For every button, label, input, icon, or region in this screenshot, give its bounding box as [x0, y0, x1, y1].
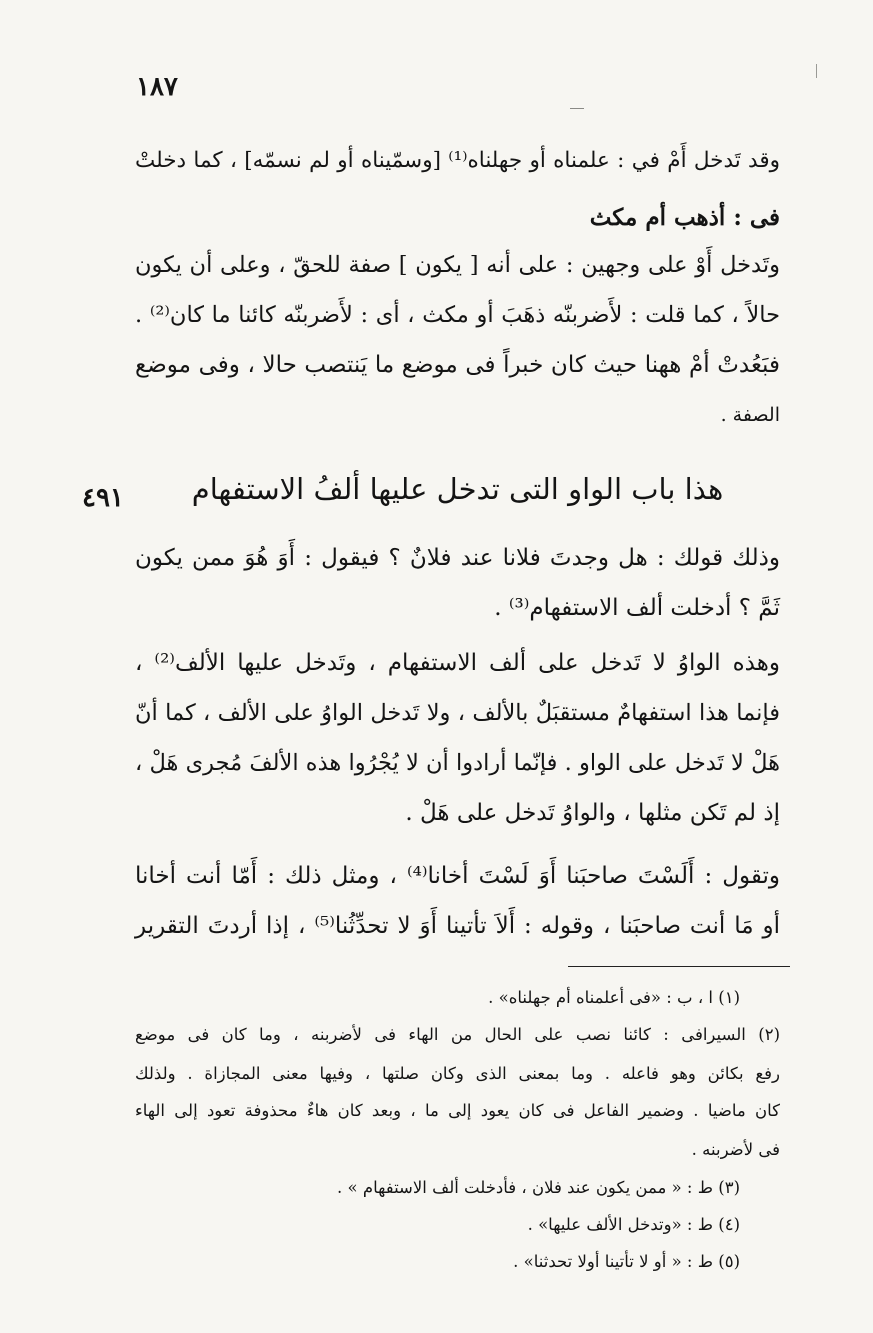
text-line: وقد تَدخل أَمْ في : علمناه أو جهلناه⁽¹⁾ [وسمّيناه أو لم نسمّه] ، كما دخلتْ	[135, 148, 780, 173]
text-line: وتَدخل أَوْ على وجهين : على أنه [ يكون ] صفة للحقّ ، وعلى أن يكون	[135, 252, 780, 278]
footnote-5: (٥) ط : « أو لا تأتينا أولا تحدثنا» .	[513, 1252, 740, 1271]
paragraph-5	[135, 855, 780, 955]
paragraph-2	[135, 244, 780, 436]
page-number: ١٨٧	[136, 72, 178, 102]
top-dash	[570, 108, 584, 109]
text-line: فبَعُدتْ أمْ ههنا حيث كان خبراً فى موضع ما يَنتصب حالا ، وفى موضع	[135, 352, 780, 378]
text-line: فإنما هذا استفهامٌ مستقبَلٌ بالألف ، ولا تَدخل الواوُ على الألف ، كما أنّ	[135, 700, 780, 726]
footnote-2-line: رفع بكائن وهو فاعله . وما بمعنى الذى وكان صلتها ، وفيها معنى المجازاة . ولذلك	[135, 1064, 780, 1083]
footnote-separator	[568, 966, 790, 967]
text-line: ثَمَّ ؟ أدخلت ألف الاستفهام⁽³⁾ .	[494, 595, 780, 621]
text-line: حالاً ، كما قلت : لأَضربنّه ذهَبَ أو مكث ، أى : لأَضربنّه كائنا ما كان⁽²⁾ .	[135, 302, 780, 328]
text-line: فى : أذهب أم مكث	[589, 204, 780, 231]
section-heading: هذا باب الواو التى تدخل عليها ألفُ الاستفهام	[191, 472, 724, 506]
paragraph-3	[135, 537, 780, 635]
paragraph-4	[135, 642, 780, 842]
text-line: الصفة .	[720, 404, 780, 426]
footnote-2-line: (٢) السيرافى : كائنا نصب على الحال من الهاء فى لأضربنه ، وما كان فى موضع	[135, 1025, 780, 1044]
paragraph-1	[135, 140, 780, 242]
text-line: وهذه الواوُ لا تَدخل على ألف الاستفهام ، وتَدخل عليها الألف⁽²⁾ ،	[135, 650, 780, 676]
text-line: أو مَا أنت صاحبَنا ، وقوله : أَلاَ تأتينا أَوَ لا تحدِّثُنا⁽⁵⁾ ، إذا أردتَ التقرير	[135, 913, 780, 939]
text-line: هَلْ لا تَدخل على الواو . فإنّما أرادوا أن لا يُجْرُوا هذه الألفَ مُجرى هَلْ ،	[135, 750, 780, 776]
footnote-4: (٤) ط : «وتدخل الألف عليها» .	[527, 1215, 740, 1234]
text-line: وتقول : أَلَسْتَ صاحبَنا أَوَ لَسْتَ أخانا⁽⁴⁾ ، ومثل ذلك : أَمّا أنت أخانا	[135, 863, 780, 889]
text-line: وذلك قولك : هل وجدتَ فلانا عند فلانٌ ؟ فيقول : أَوَ هُوَ ممن يكون	[135, 545, 780, 571]
footnote-1: (١) ا ، ب : «فى أعلمناه أم جهلناه» .	[488, 988, 740, 1007]
footnote-2-line: فى لأضربنه .	[691, 1140, 780, 1159]
footnote-2-line: كان ماضيا . وضمير الفاعل فى كان يعود إلى ما ، وبعد كان هاءٌ محذوفة تعود إلى الهاء	[135, 1101, 780, 1120]
edge-mark	[816, 64, 817, 78]
margin-number: ٤٩١	[82, 483, 124, 513]
footnote-3: (٣) ط : « ممن يكون عند فلان ، فأدخلت ألف الاستفهام » .	[337, 1178, 740, 1197]
text-line: إذ لم تَكن مثلها ، والواوُ تَدخل على هَلْ .	[405, 800, 780, 826]
